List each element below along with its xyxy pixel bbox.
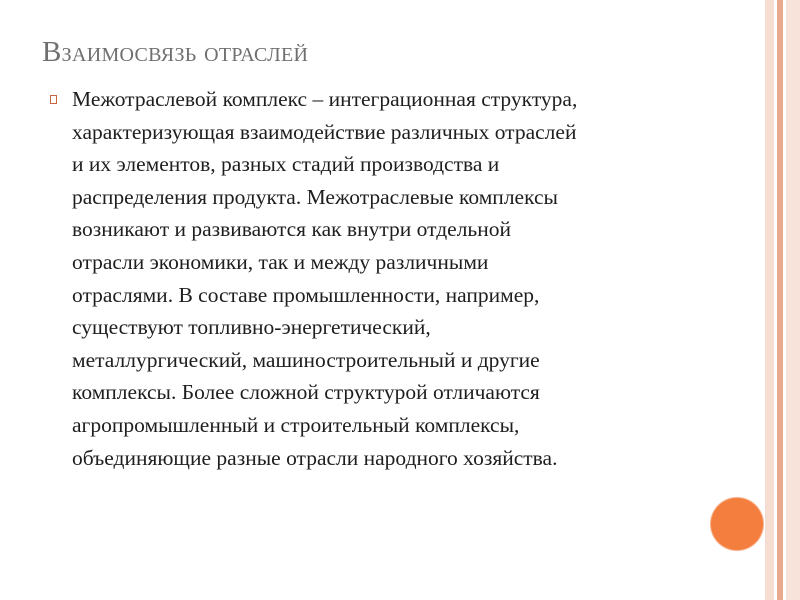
square-outline-bullet-icon <box>50 95 57 104</box>
bullet-text-line: металлургический, машиностроительный и другие <box>72 347 540 372</box>
bullet-text-line: и их элементов, разных стадий производства и <box>72 152 500 177</box>
bullet-text-line: комплексы. Более сложной структурой отличаются <box>72 380 540 405</box>
bullet-text-line: характеризующая взаимодействие различных отраслей <box>72 119 577 144</box>
bullet-text-line: Межотраслевой комплекс – интеграционная структура, <box>72 87 578 111</box>
orange-circle-icon <box>711 498 763 550</box>
bullet-text-line: отрасли экономики, так и между различными <box>72 249 489 274</box>
bullet-text-line: существуют топливно-энергетический, <box>72 315 431 340</box>
bullet-text-line: отраслями. В составе промышленности, например, <box>72 282 540 307</box>
bullet-list <box>50 83 710 474</box>
decorative-stripe <box>786 0 800 600</box>
bullet-text-line: объединяющие разные отрасли народного хозяйства. <box>72 445 558 470</box>
bullet-text-line: агропромышленный и строительный комплексы, <box>72 412 520 437</box>
decorative-stripe <box>765 0 774 600</box>
bullet-text-line: распределения продукта. Межотраслевые комплексы <box>72 184 558 209</box>
bullet-text-line: возникают и развиваются как внутри отдельной <box>72 217 511 242</box>
slide-title: Взаимосвязь отраслей <box>42 36 309 68</box>
bullet-item <box>50 83 710 474</box>
